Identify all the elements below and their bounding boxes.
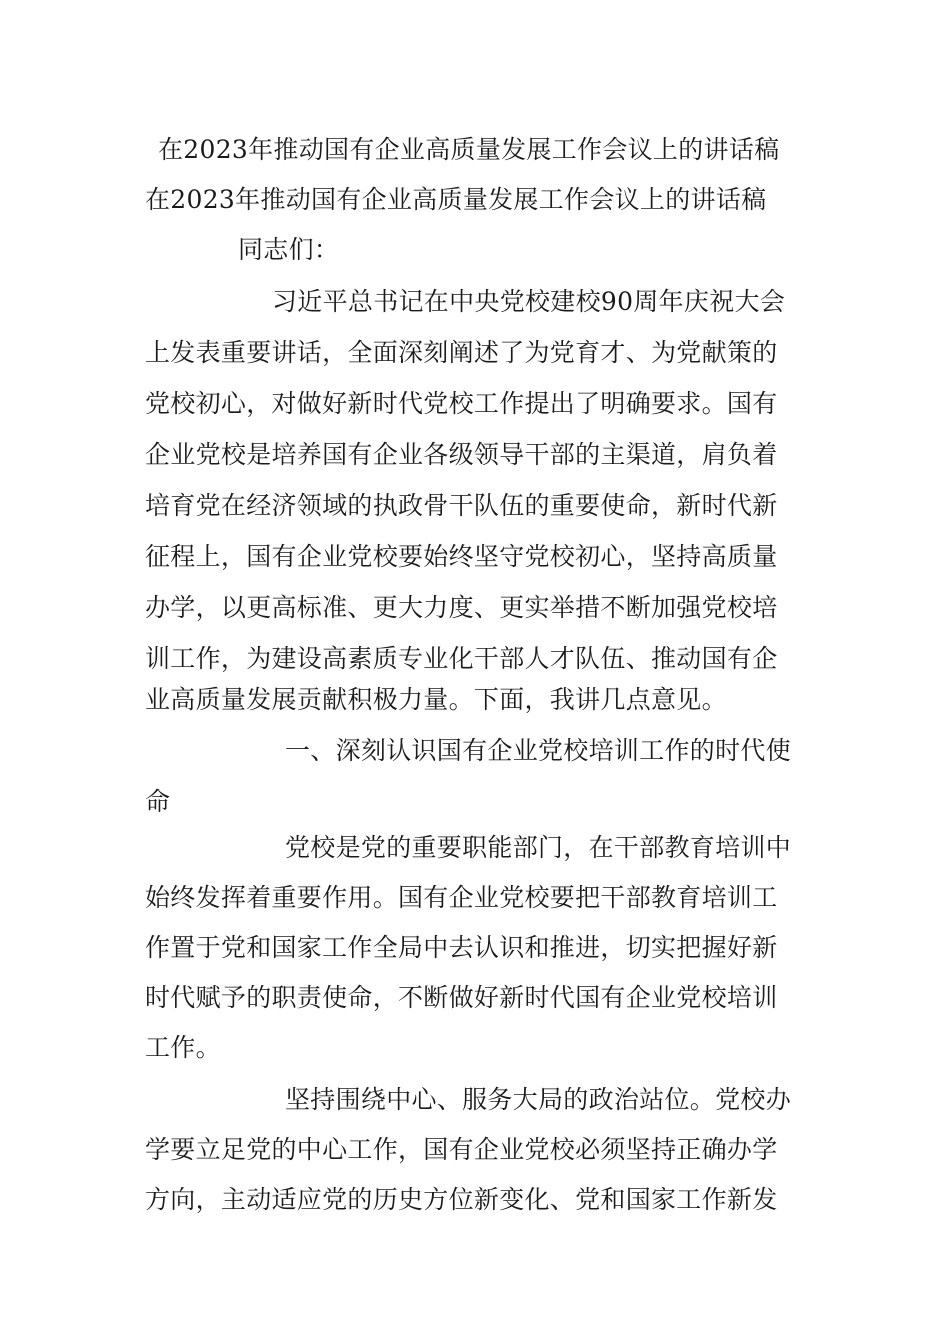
paragraph-line: 办学，以更高标准、更大力度、更实举措不断加强党校培 [145, 593, 778, 622]
paragraph-line: 时代赋予的职责使命，不断做好新时代国有企业党校培训 [145, 983, 778, 1012]
paragraph-line: 工作。 [145, 1033, 221, 1062]
paragraph-line: 企业党校是培养国有企业各级领导干部的主渠道，肩负着 [145, 440, 778, 469]
paragraph-line: 学要立足党的中心工作，国有企业党校必须坚持正确办学 [145, 1135, 778, 1164]
paragraph-line: 坚持围绕中心、服务大局的政治站位。党校办 [285, 1085, 792, 1114]
paragraph-line: 征程上，国有企业党校要始终坚守党校初心，坚持高质量 [145, 542, 778, 571]
document-title: 在2023年推动国有企业高质量发展工作会议上的讲话稿 [158, 135, 780, 164]
paragraph-line: 党校是党的重要职能部门，在干部教育培训中 [285, 833, 792, 862]
salutation: 同志们： [238, 235, 340, 264]
paragraph-line: 方向，主动适应党的历史方位新变化、党和国家工作新发 [145, 1185, 778, 1214]
document-title-repeat: 在2023年推动国有企业高质量发展工作会议上的讲话稿 [145, 185, 767, 214]
paragraph-line: 习近平总书记在中央党校建校90周年庆祝大会 [272, 287, 786, 316]
heading-line: 一、深刻认识国有企业党校培训工作的时代使 [285, 736, 792, 765]
paragraph-line: 业高质量发展贡献积极力量。下面，我讲几点意见。 [145, 685, 727, 714]
heading-line: 命 [145, 787, 171, 816]
paragraph-line: 上发表重要讲话，全面深刻阐述了为党育才、为党献策的 [145, 338, 778, 367]
paragraph-line: 始终发挥着重要作用。国有企业党校要把干部教育培训工 [145, 883, 778, 912]
paragraph-line: 作置于党和国家工作全局中去认识和推进，切实把握好新 [145, 933, 778, 962]
paragraph-line: 党校初心，对做好新时代党校工作提出了明确要求。国有 [145, 389, 778, 418]
paragraph-line: 培育党在经济领域的执政骨干队伍的重要使命，新时代新 [145, 491, 778, 520]
paragraph-line: 训工作，为建设高素质专业化干部人才队伍、推动国有企 [145, 644, 778, 673]
